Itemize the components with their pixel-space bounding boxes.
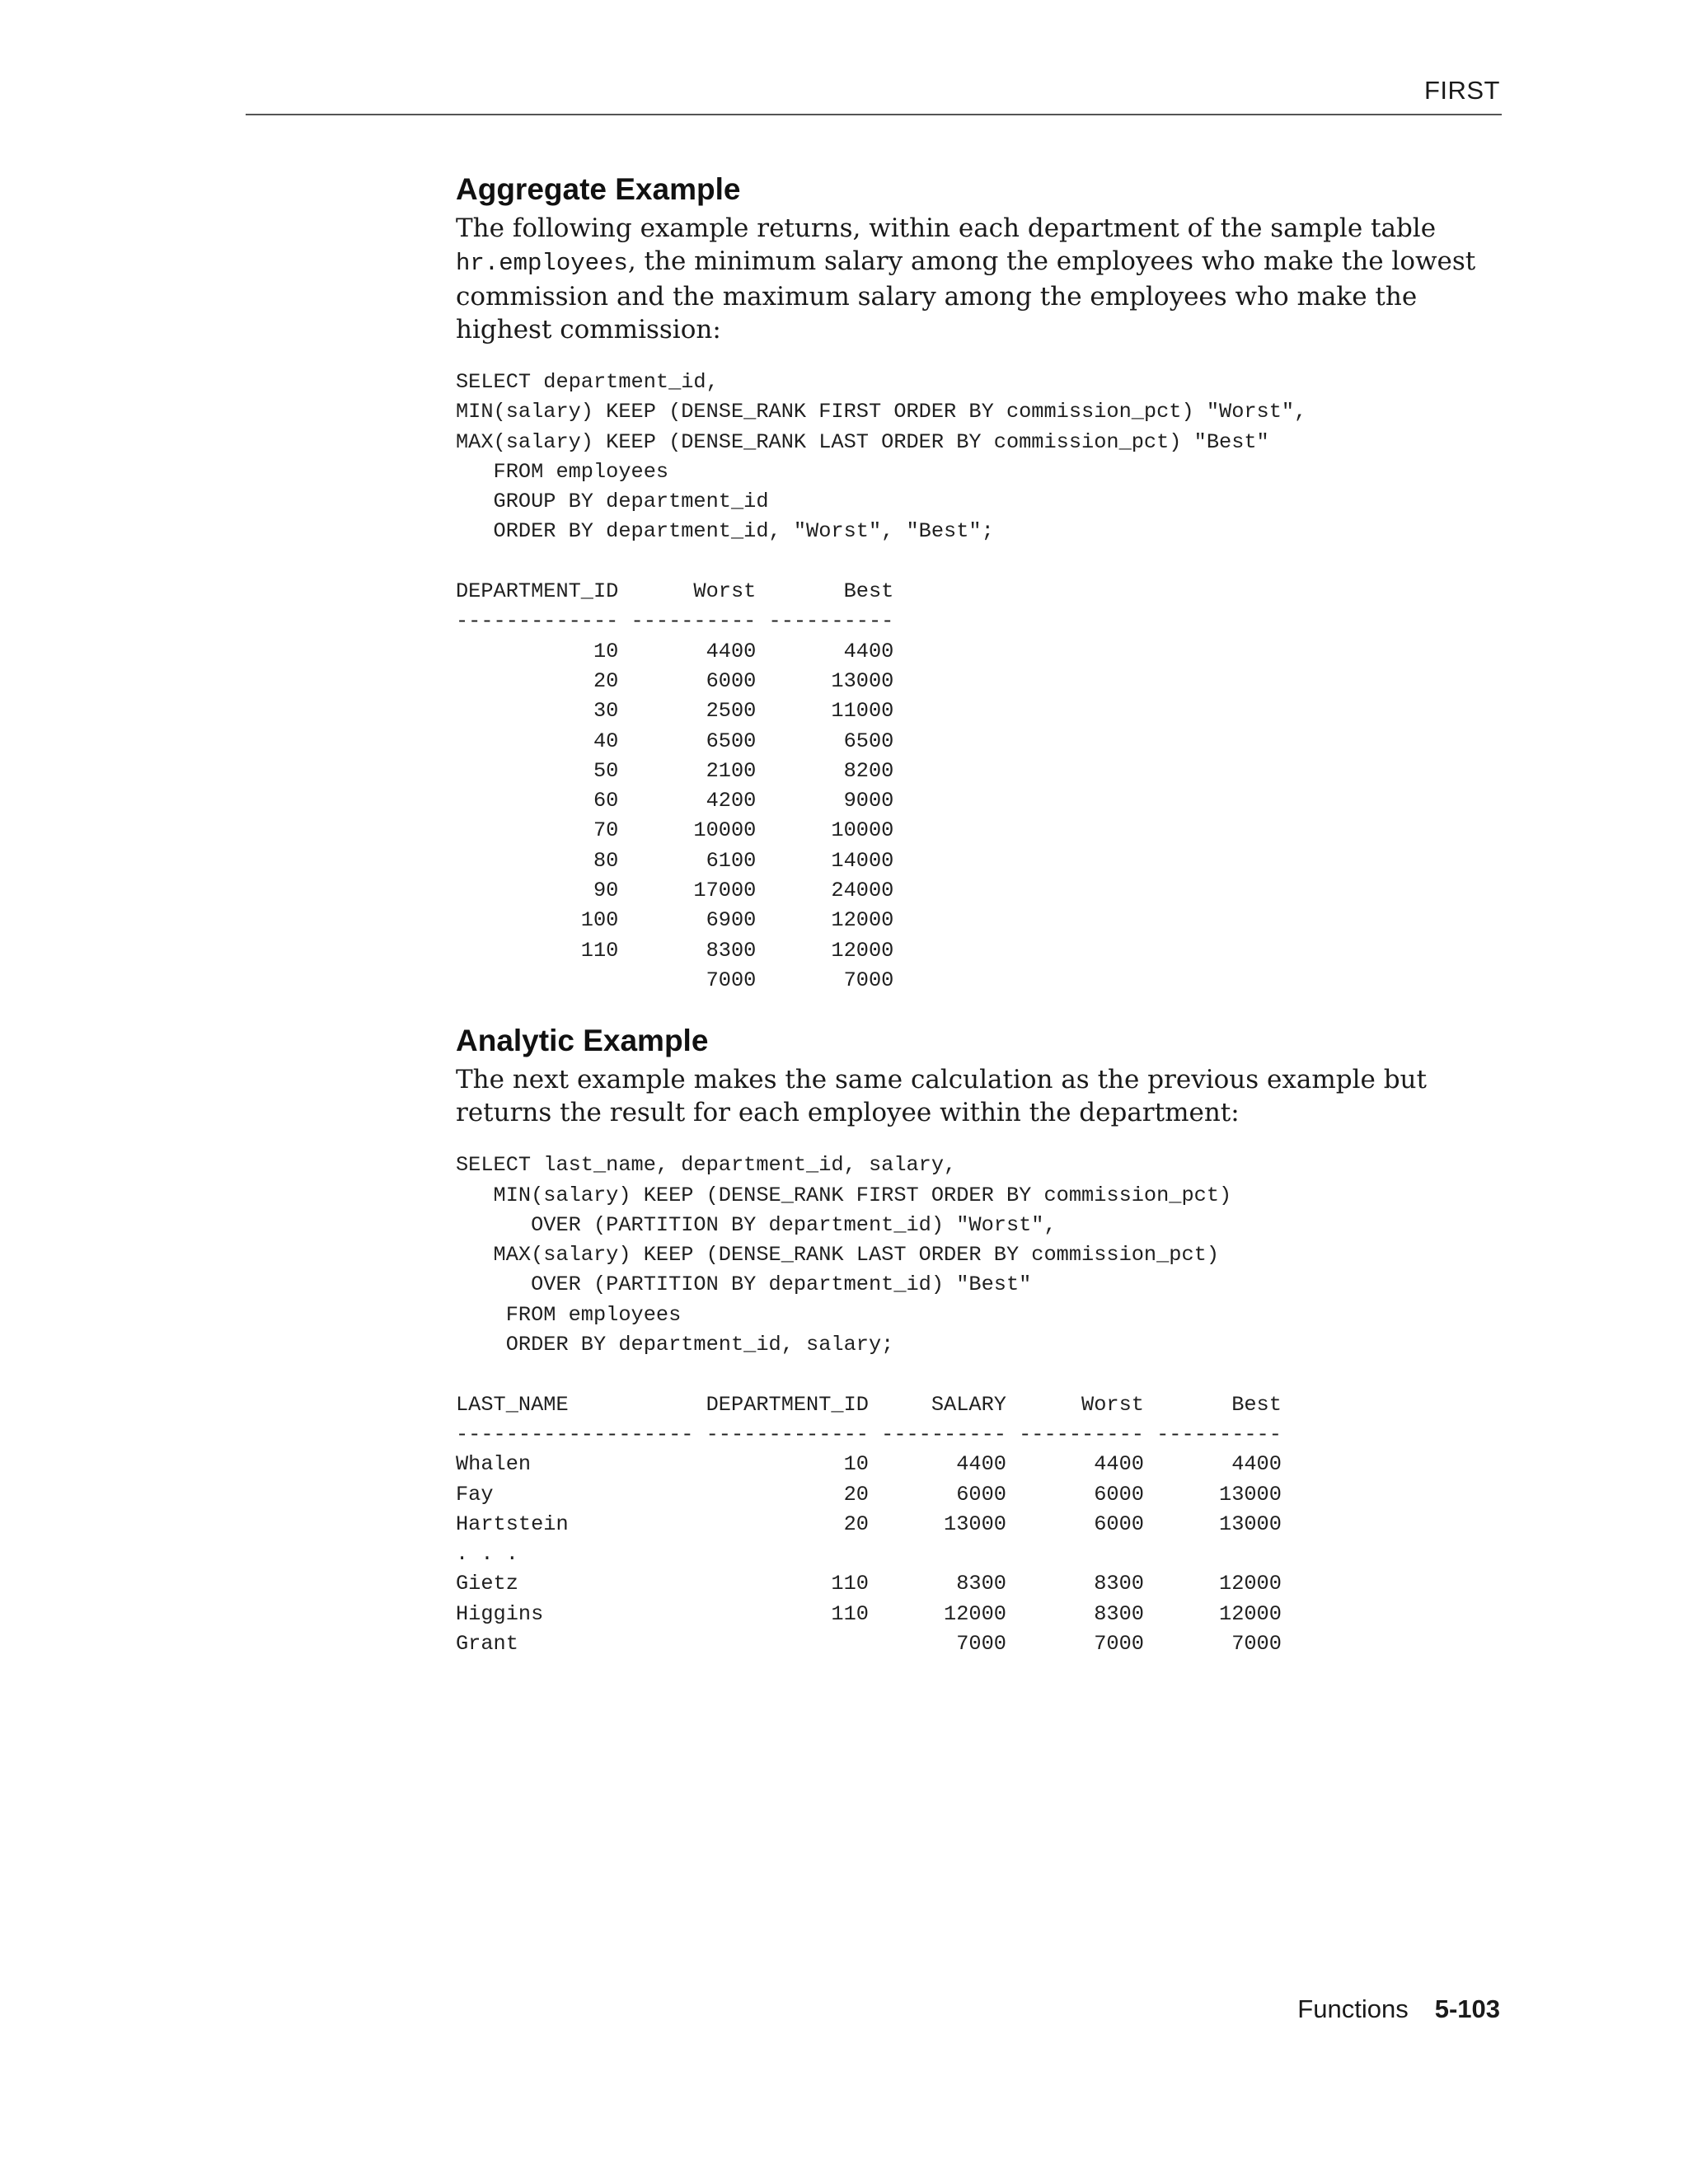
aggregate-example-intro bbox=[456, 212, 1503, 346]
page-content bbox=[456, 169, 1503, 1659]
footer-section-name: Functions bbox=[1297, 1994, 1409, 2023]
analytic-example-intro: The next example makes the same calculation as the previous example but returns the result for each employee within the department: bbox=[456, 1065, 1427, 1128]
inline-code-table-name: hr.employees bbox=[456, 250, 628, 277]
analytic-sql-code: SELECT last_name, department_id, salary, MIN(salary) KEEP (DENSE_RANK FIRST ORDER BY commission_pct) OVER (PARTITION BY department_id) "Worst", MAX(salary) KEEP (DENSE_RANK LAST ORDER BY commission_pct) OVER (PARTITION BY department_id) "Best" FROM employees ORDER BY department_id, salary; bbox=[456, 1153, 1232, 1357]
header-divider bbox=[246, 114, 1502, 115]
analytic-query-result: LAST_NAME DEPARTMENT_ID SALARY Worst Best ------------------- ------------- ---------- ---------- ---------- Whalen 10 4400 4400 4400 Fay 20 6000 6000 13000 Hartstein 20 13000 6000 13000 . . . Gietz 110 8300 8300 12000 Higgins 110 12000 8300 12000 Grant 7000 7000 7000 bbox=[456, 1392, 1282, 1656]
aggregate-query-result: DEPARTMENT_ID Worst Best ------------- ---------- ---------- 10 4400 4400 20 6000 13000 30 2500 11000 40 6500 6500 50 2100 8200 60 4200 9000 70 10000 10000 80 6100 14000 90 17000 24000 100 6900 12000 110 8300 12000 7000 7000 bbox=[456, 579, 894, 992]
aggregate-example-heading: Aggregate Example bbox=[456, 172, 741, 206]
aggregate-sql-code: SELECT department_id, MIN(salary) KEEP (DENSE_RANK FIRST ORDER BY commission_pct) "Worst", MAX(salary) KEEP (DENSE_RANK LAST ORDER BY commission_pct) "Best" FROM employees GROUP BY department_id ORDER BY department_id, "Worst", "Best"; bbox=[456, 370, 1307, 544]
aggregate-intro-text-2: , the minimum salary among the employees who make the lowest commission and the maximum salary among the employees who make the highest commission: bbox=[456, 246, 1476, 344]
page-footer bbox=[1297, 1994, 1500, 2024]
footer-page-number: 5-103 bbox=[1434, 1994, 1500, 2023]
aggregate-intro-text-1: The following example returns, within each department of the sample table bbox=[456, 213, 1437, 243]
running-header-title: FIRST bbox=[1423, 76, 1500, 105]
analytic-example-heading: Analytic Example bbox=[456, 1024, 709, 1058]
